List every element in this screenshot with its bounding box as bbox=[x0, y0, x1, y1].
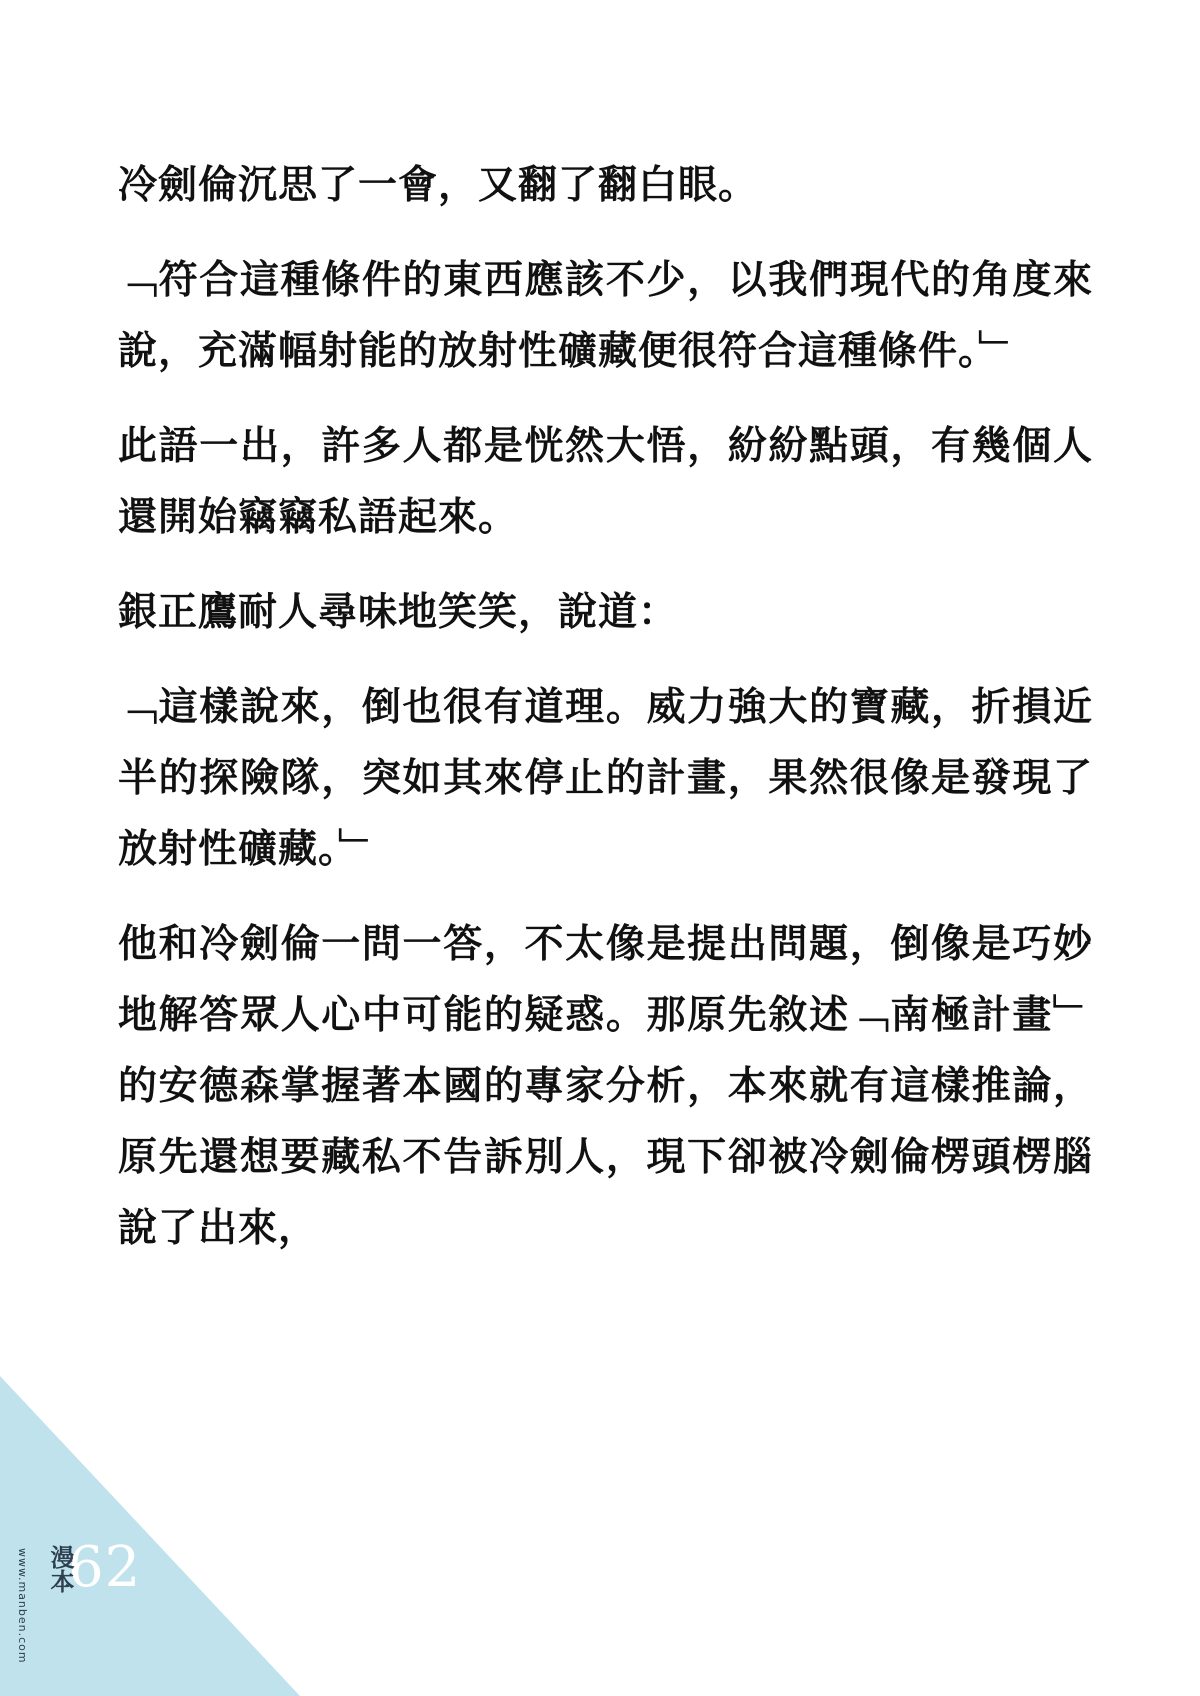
watermark-url: www.manben.com bbox=[16, 1548, 29, 1664]
paragraph: ﹁這樣說來，倒也很有道理。威力強大的寶藏，折損近半的探險隊，突如其來停止的計畫，果然很像是發現了放射性礦藏。﹂ bbox=[118, 685, 1093, 872]
paragraph: 冷劍倫沉思了一會，又翻了翻白眼。 bbox=[118, 163, 759, 208]
page-number: 62 bbox=[68, 1535, 142, 1600]
paragraph: 此語一出，許多人都是恍然大悟，紛紛點頭，有幾個人還開始竊竊私語起來。 bbox=[118, 424, 1093, 540]
paragraph: 銀正鷹耐人尋味地笑笑，說道： bbox=[118, 590, 679, 635]
paragraph: ﹁符合這種條件的東西應該不少，以我們現代的角度來說，充滿幅射能的放射性礦藏便很符合這種條件。﹂ bbox=[118, 258, 1093, 374]
watermark-logo: 漫本 bbox=[46, 1545, 74, 1593]
paragraph: 他和冷劍倫一問一答，不太像是提出問題，倒像是巧妙地解答眾人心中可能的疑惑。那原先敘述﹁南極計畫﹂的安德森掌握著本國的專家分析，本來就有這樣推論，原先還想要藏私不告訴別人，現下卻被冷劍倫楞頭楞腦說了出來， bbox=[118, 922, 1093, 1251]
page-body bbox=[118, 150, 1093, 1288]
